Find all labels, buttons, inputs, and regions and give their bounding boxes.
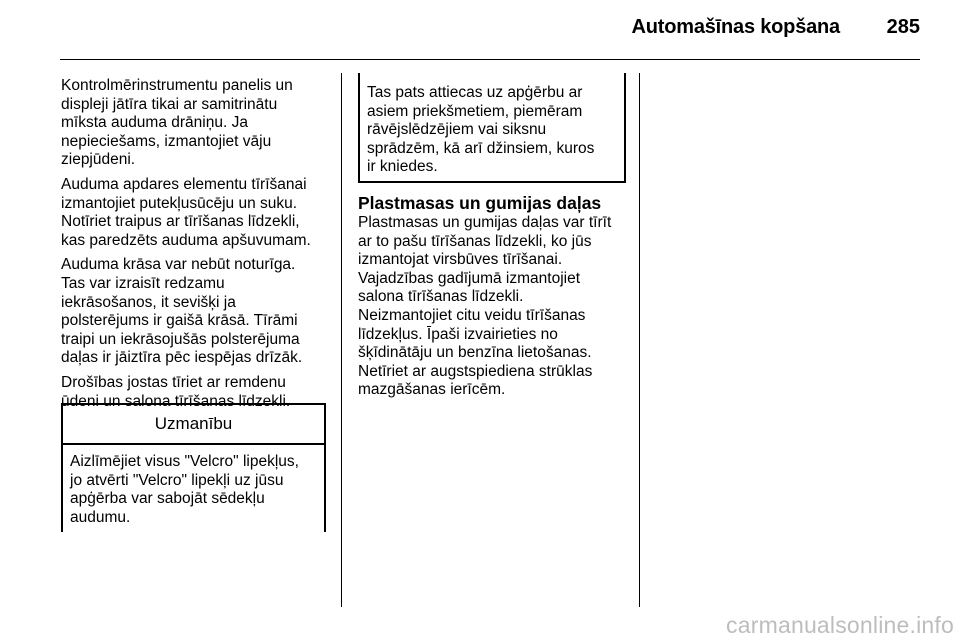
watermark: carmanualsonline.info bbox=[726, 612, 954, 638]
page-header bbox=[0, 0, 960, 62]
caution-notice bbox=[61, 403, 326, 532]
paragraph-fabric-color: Auduma krāsa var nebūt noturīga. Tas var izraisīt redzamu iekrāsošanos, it sevišķi ja polsterējums ir gaišā krāsā. Tīrāmi traipi un iekrāsojušās polsterējuma daļas ir jāiztīra pēc iespējas drīzāk. bbox=[61, 256, 303, 367]
caution-title: Uzmanību bbox=[63, 405, 324, 445]
header-rule bbox=[60, 59, 920, 60]
page-number: 285 bbox=[886, 16, 920, 38]
paragraph-dashboard-cleaning: Kontrolmērinstrumentu panelis un displeji jātīra tikai ar samitrinātu mīksta auduma drāniņu. Ja nepieciešams, izmantojiet vāju ziepjūdeni. bbox=[61, 77, 293, 169]
running-title: Automašīnas kopšana bbox=[631, 16, 840, 38]
column-divider-left bbox=[341, 73, 342, 607]
paragraph-seat-belts: Drošības jostas tīriet ar remdenu ūdeni un salona tīrīšanas līdzekli. bbox=[61, 373, 291, 410]
section-body-plastic-rubber: Plastmasas un gumijas daļas var tīrīt ar to pašu tīrīšanas līdzekli, ko jūs izmantojat virsbūves tīrīšanai. Vajadzības gadījumā izmantojiet salona tīrīšanas līdzekli. Neizmantojiet citu veidu tīrīšanas līdzekļus. Īpaši izvairieties no šķīdinātāju un benzīna lietošanas. Netīriet ar augstspiediena strūklas mazgāšanas ierīcēm. bbox=[358, 214, 612, 399]
paragraph-fabric-trim: Auduma apdares elementu tīrīšanai izmantojiet putekļusūcēju un suku. Notīriet traipus ar tīrīšanas līdzekli, kas paredzēts auduma apšuvumam. bbox=[61, 175, 311, 249]
section-heading-plastic-rubber: Plastmasas un gumijas daļas bbox=[358, 193, 602, 213]
column-divider-right bbox=[639, 73, 640, 607]
left-column bbox=[61, 77, 326, 417]
continued-caution-text: Tas pats attiecas uz apģērbu ar asiem priekšmetiem, piemēram rāvējslēdzējiem vai siksnu sprādzēm, kā arī džinsiem, kuros ir kniedes. bbox=[367, 84, 595, 176]
caution-body: Aizlīmējiet visus "Velcro" lipekļus, jo atvērti "Velcro" lipekļi uz jūsu apģērba var sabojāt sēdekļu audumu. bbox=[70, 453, 299, 526]
